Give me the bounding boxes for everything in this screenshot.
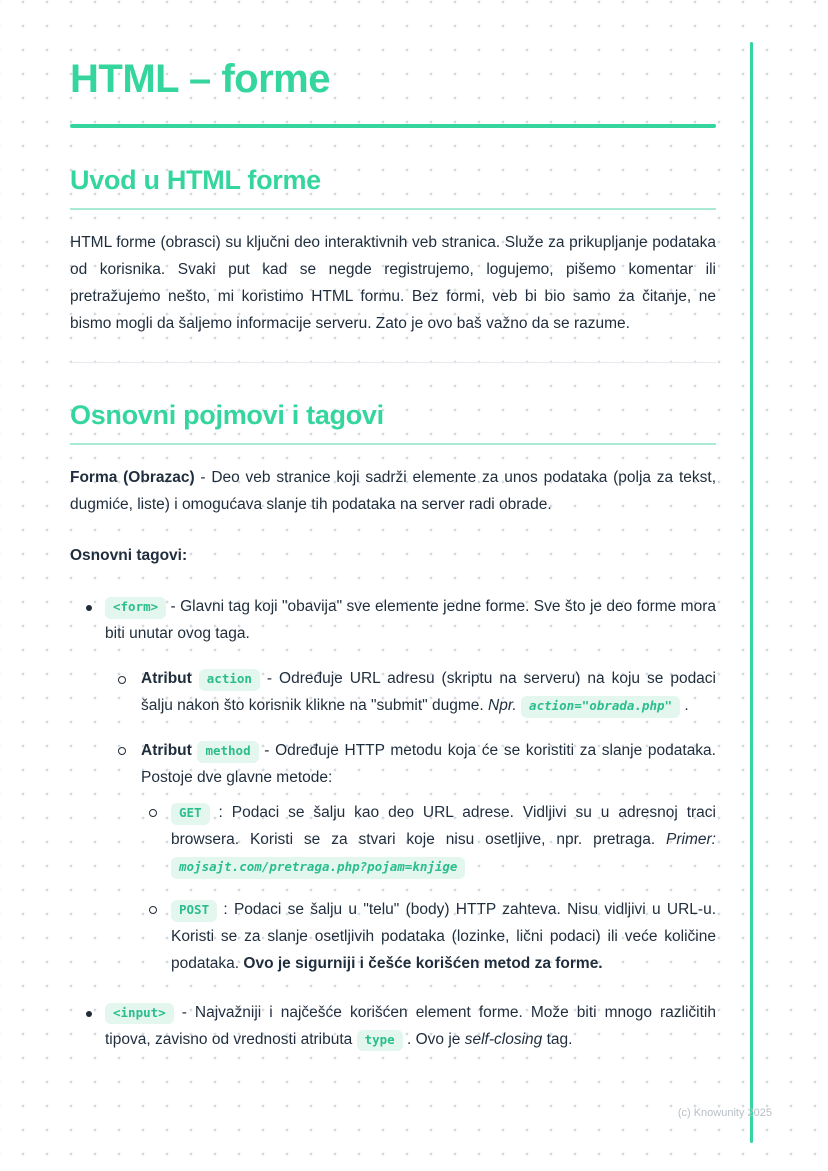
copyright: (c) Knowunity 2025 bbox=[677, 1107, 772, 1119]
forma-term: Forma (Obrazac) bbox=[70, 469, 195, 487]
list-item-attribute-method bbox=[105, 738, 716, 978]
method-attr-text: - Određuje HTTP metodu koja će se koristiti za slanje podataka. Postoje dve glavne metode: bbox=[141, 741, 716, 786]
post-code-chip: POST bbox=[171, 900, 217, 922]
input-tag-text: - Najvažniji i najčešće korišćen element forme. Može biti mnogo različitih tipova, zavisno od vrednosti atributa bbox=[105, 1003, 716, 1048]
section-intro bbox=[70, 164, 716, 338]
tagovi-label: Osnovni tagovi: bbox=[70, 547, 188, 565]
input-tag-code-chip: <input> bbox=[105, 1003, 174, 1025]
page-content bbox=[70, 0, 716, 1054]
action-attr-text: - Određuje URL adresu (skriptu na serveru) na koju se podaci šalju nakon što korisnik klikne na "submit" dugme. bbox=[141, 670, 716, 714]
get-code-chip: GET bbox=[171, 803, 210, 825]
method-code-chip: method bbox=[197, 741, 258, 763]
intro-paragraph: HTML forme (obrasci) su ključni deo interaktivnih veb stranica. Služe za prikupljanje podataka od korisnika. Svaki put kad se negde registrujemo, logujemo, pišemo komentar ili pretražujemo nešto, mi koristimo HTML formu. Bez formi, veb bi bio samo za čitanje, ne bismo mogli da šaljemo informacije serveru. Zato je ovo baš važno da se razume. bbox=[70, 233, 716, 332]
pojmovi-heading: Osnovni pojmovi i tagovi bbox=[70, 399, 716, 445]
form-tag-code-chip: <form> bbox=[105, 597, 166, 619]
get-example-code-chip: mojsajt.com/pretraga.php?pojam=knjige bbox=[171, 857, 465, 879]
page-edge-accent-line bbox=[750, 42, 753, 1143]
get-primer-label: Primer: bbox=[666, 830, 716, 848]
tag-list bbox=[70, 594, 716, 1054]
list-item-post-method bbox=[141, 897, 716, 978]
forma-definition-text: - Deo veb stranice koji sadrži elemente za unos podataka (polja za tekst, dugmiće, liste) i omogućava slanje tih podataka na server radi obrade. bbox=[70, 469, 716, 514]
section-divider bbox=[70, 362, 716, 363]
post-method-emphasis: Ovo je sigurniji i češće korišćen metod za forme. bbox=[243, 954, 603, 972]
list-item-input-tag bbox=[70, 1000, 716, 1054]
post-method-text: : Podaci se šalju u "telu" (body) HTTP zahteva. Nisu vidljivi u URL-u. Koristi se za slanje osetljivih podataka (lozinke, lični podaci) ili veće količine podataka. bbox=[171, 900, 716, 972]
forma-definition bbox=[70, 465, 716, 519]
intro-heading: Uvod u HTML forme bbox=[70, 164, 716, 210]
input-tag-tail: tag. bbox=[542, 1030, 573, 1048]
self-closing-label: self-closing bbox=[464, 1030, 543, 1048]
action-attr-label: Atribut bbox=[141, 670, 192, 687]
action-code-chip: action bbox=[199, 669, 260, 691]
page-title: HTML – forme bbox=[70, 57, 330, 101]
method-attr-label: Atribut bbox=[141, 741, 192, 759]
method-options-list bbox=[141, 800, 716, 978]
action-attr-tail: . bbox=[680, 696, 689, 714]
get-method-text: : Podaci se šalju kao deo URL adrese. Vidljivi su u adresnoj traci browsera. Koristi se za stvari koje nisu osetljive, npr. pretraga. bbox=[171, 803, 716, 848]
list-item-attribute-action bbox=[105, 666, 716, 720]
list-item-form-tag bbox=[70, 594, 716, 978]
action-example-code-chip: action="obrada.php" bbox=[521, 696, 680, 718]
section-pojmovi bbox=[70, 399, 716, 1054]
list-item-get-method bbox=[141, 800, 716, 881]
form-tag-text: - Glavni tag koji "obavija" sve elemente jedne forme. Sve što je deo forme mora biti unutar ovog taga. bbox=[105, 598, 716, 643]
action-npr-label: Npr. bbox=[488, 696, 517, 714]
type-attr-code-chip: type bbox=[357, 1030, 403, 1052]
form-attributes-list bbox=[105, 666, 716, 978]
title-rule bbox=[70, 124, 716, 128]
input-tag-mid-text: . Ovo je bbox=[402, 1030, 465, 1048]
